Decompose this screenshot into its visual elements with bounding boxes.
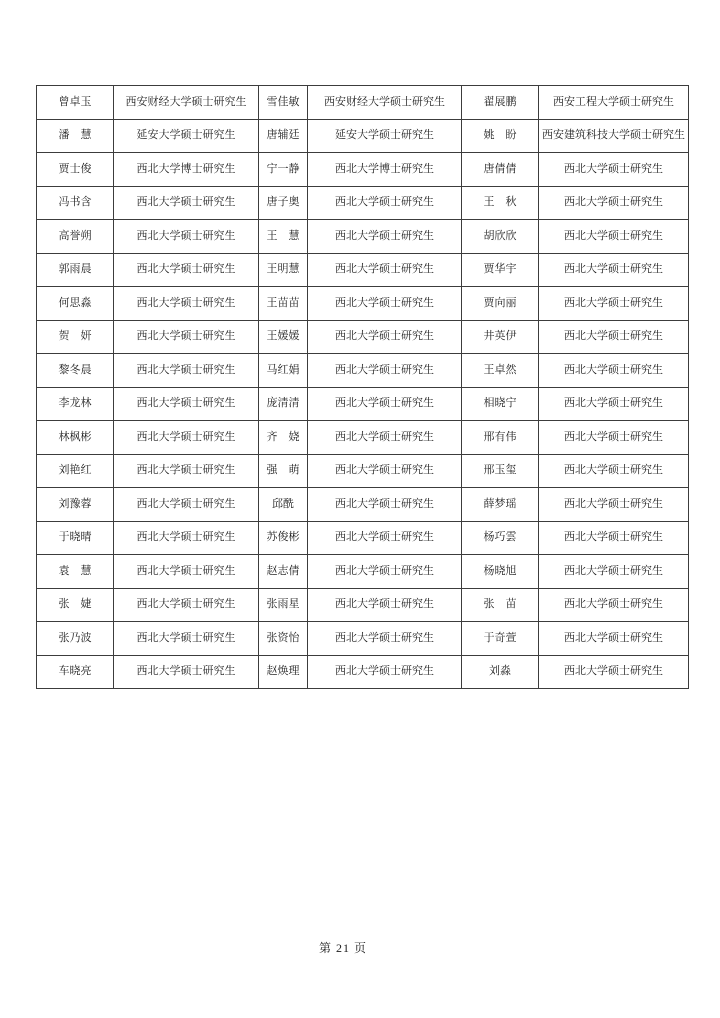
name-cell: 薛梦瑶 — [462, 488, 539, 522]
name-cell: 邢有伟 — [462, 421, 539, 455]
name-cell: 胡欣欣 — [462, 220, 539, 254]
qualification-cell: 西北大学硕士研究生 — [308, 521, 462, 555]
qualification-cell: 西北大学硕士研究生 — [308, 320, 462, 354]
qualification-cell: 西北大学硕士研究生 — [308, 186, 462, 220]
page-number: 第 21 页 — [318, 941, 367, 955]
name-cell: 曾卓玉 — [37, 86, 114, 120]
qualification-cell: 西北大学硕士研究生 — [539, 622, 689, 656]
table-row — [37, 655, 689, 689]
table-row — [37, 354, 689, 388]
name-cell: 杨晓旭 — [462, 555, 539, 589]
table-row — [37, 622, 689, 656]
name-cell: 唐子奥 — [259, 186, 308, 220]
qualification-cell: 西北大学硕士研究生 — [114, 555, 259, 589]
table-row — [37, 421, 689, 455]
name-cell: 王 慧 — [259, 220, 308, 254]
name-cell: 赵志倩 — [259, 555, 308, 589]
table-row — [37, 454, 689, 488]
name-cell: 高誉朔 — [37, 220, 114, 254]
name-cell: 潘 慧 — [37, 119, 114, 153]
name-cell: 赵焕理 — [259, 655, 308, 689]
qualification-cell: 西北大学硕士研究生 — [308, 555, 462, 589]
qualification-cell: 西北大学硕士研究生 — [539, 454, 689, 488]
qualification-cell: 西北大学硕士研究生 — [308, 488, 462, 522]
qualification-cell: 西北大学硕士研究生 — [114, 655, 259, 689]
name-cell: 张雨星 — [259, 588, 308, 622]
name-cell: 贾士俊 — [37, 153, 114, 187]
qualification-cell: 西北大学硕士研究生 — [539, 387, 689, 421]
qualification-cell: 西北大学硕士研究生 — [308, 220, 462, 254]
qualification-cell: 西北大学硕士研究生 — [308, 655, 462, 689]
qualification-cell: 西北大学硕士研究生 — [114, 488, 259, 522]
qualification-cell: 西北大学硕士研究生 — [114, 588, 259, 622]
name-cell: 李龙林 — [37, 387, 114, 421]
qualification-cell: 西北大学硕士研究生 — [539, 421, 689, 455]
qualification-cell: 西北大学硕士研究生 — [539, 555, 689, 589]
name-cell: 苏俊彬 — [259, 521, 308, 555]
name-cell: 王明慧 — [259, 253, 308, 287]
qualification-cell: 西北大学硕士研究生 — [114, 454, 259, 488]
table-row — [37, 521, 689, 555]
table-row — [37, 119, 689, 153]
name-cell: 翟展鹏 — [462, 86, 539, 120]
name-cell: 袁 慧 — [37, 555, 114, 589]
qualification-cell: 延安大学硕士研究生 — [308, 119, 462, 153]
qualification-cell: 西安建筑科技大学硕士研究生 — [539, 119, 689, 153]
name-cell: 贾向丽 — [462, 287, 539, 321]
qualification-cell: 西北大学硕士研究生 — [308, 588, 462, 622]
name-cell: 贺 妍 — [37, 320, 114, 354]
qualification-cell: 西北大学硕士研究生 — [539, 354, 689, 388]
name-cell: 邢玉玺 — [462, 454, 539, 488]
name-cell: 张 婕 — [37, 588, 114, 622]
name-cell: 黎冬晨 — [37, 354, 114, 388]
name-cell: 王 秋 — [462, 186, 539, 220]
name-cell: 王卓然 — [462, 354, 539, 388]
table-row — [37, 387, 689, 421]
name-cell: 宁一静 — [259, 153, 308, 187]
name-cell: 雪佳敏 — [259, 86, 308, 120]
name-cell: 张 苗 — [462, 588, 539, 622]
qualification-cell: 西北大学博士研究生 — [308, 153, 462, 187]
table-row — [37, 253, 689, 287]
qualification-cell: 西北大学硕士研究生 — [308, 354, 462, 388]
name-cell: 强 萌 — [259, 454, 308, 488]
table-row — [37, 488, 689, 522]
table-row — [37, 287, 689, 321]
roster-table — [36, 85, 689, 689]
qualification-cell: 西北大学硕士研究生 — [539, 320, 689, 354]
qualification-cell: 西北大学硕士研究生 — [114, 387, 259, 421]
qualification-cell: 西北大学硕士研究生 — [114, 287, 259, 321]
name-cell: 于奇萱 — [462, 622, 539, 656]
name-cell: 齐 娆 — [259, 421, 308, 455]
qualification-cell: 西北大学硕士研究生 — [539, 287, 689, 321]
name-cell: 冯书含 — [37, 186, 114, 220]
qualification-cell: 西安财经大学硕士研究生 — [114, 86, 259, 120]
name-cell: 张乃波 — [37, 622, 114, 656]
name-cell: 车晓亮 — [37, 655, 114, 689]
name-cell: 马红娟 — [259, 354, 308, 388]
qualification-cell: 西北大学硕士研究生 — [308, 421, 462, 455]
qualification-cell: 西北大学硕士研究生 — [114, 421, 259, 455]
name-cell: 郭雨晨 — [37, 253, 114, 287]
qualification-cell: 延安大学硕士研究生 — [114, 119, 259, 153]
table-row — [37, 555, 689, 589]
qualification-cell: 西北大学硕士研究生 — [308, 387, 462, 421]
table-row — [37, 86, 689, 120]
name-cell: 王媛媛 — [259, 320, 308, 354]
name-cell: 张资怡 — [259, 622, 308, 656]
qualification-cell: 西北大学硕士研究生 — [539, 655, 689, 689]
qualification-cell: 西安工程大学硕士研究生 — [539, 86, 689, 120]
name-cell: 于晓晴 — [37, 521, 114, 555]
name-cell: 姚 盼 — [462, 119, 539, 153]
name-cell: 唐辅廷 — [259, 119, 308, 153]
qualification-cell: 西北大学硕士研究生 — [308, 454, 462, 488]
qualification-cell: 西北大学硕士研究生 — [308, 622, 462, 656]
qualification-cell: 西北大学硕士研究生 — [539, 153, 689, 187]
name-cell: 刘艳红 — [37, 454, 114, 488]
table-row — [37, 153, 689, 187]
qualification-cell: 西北大学硕士研究生 — [539, 521, 689, 555]
qualification-cell: 西北大学博士研究生 — [114, 153, 259, 187]
table-row — [37, 588, 689, 622]
qualification-cell: 西安财经大学硕士研究生 — [308, 86, 462, 120]
qualification-cell: 西北大学硕士研究生 — [114, 253, 259, 287]
qualification-cell: 西北大学硕士研究生 — [308, 287, 462, 321]
qualification-cell: 西北大学硕士研究生 — [114, 320, 259, 354]
qualification-cell: 西北大学硕士研究生 — [539, 253, 689, 287]
qualification-cell: 西北大学硕士研究生 — [114, 186, 259, 220]
qualification-cell: 西北大学硕士研究生 — [114, 220, 259, 254]
qualification-cell: 西北大学硕士研究生 — [114, 354, 259, 388]
qualification-cell: 西北大学硕士研究生 — [114, 521, 259, 555]
qualification-cell: 西北大学硕士研究生 — [539, 186, 689, 220]
name-cell: 邱酰 — [259, 488, 308, 522]
table-row — [37, 220, 689, 254]
qualification-cell: 西北大学硕士研究生 — [539, 588, 689, 622]
name-cell: 唐倩倩 — [462, 153, 539, 187]
name-cell: 刘豫蓉 — [37, 488, 114, 522]
name-cell: 贾华宇 — [462, 253, 539, 287]
qualification-cell: 西北大学硕士研究生 — [539, 220, 689, 254]
qualification-cell: 西北大学硕士研究生 — [308, 253, 462, 287]
name-cell: 杨巧雲 — [462, 521, 539, 555]
name-cell: 王苗苗 — [259, 287, 308, 321]
name-cell: 林枫彬 — [37, 421, 114, 455]
name-cell: 刘淼 — [462, 655, 539, 689]
qualification-cell: 西北大学硕士研究生 — [114, 622, 259, 656]
name-cell: 何思淼 — [37, 287, 114, 321]
table-row — [37, 186, 689, 220]
name-cell: 井英伊 — [462, 320, 539, 354]
table-row — [37, 320, 689, 354]
name-cell: 庞清清 — [259, 387, 308, 421]
name-cell: 相晓宁 — [462, 387, 539, 421]
qualification-cell: 西北大学硕士研究生 — [539, 488, 689, 522]
